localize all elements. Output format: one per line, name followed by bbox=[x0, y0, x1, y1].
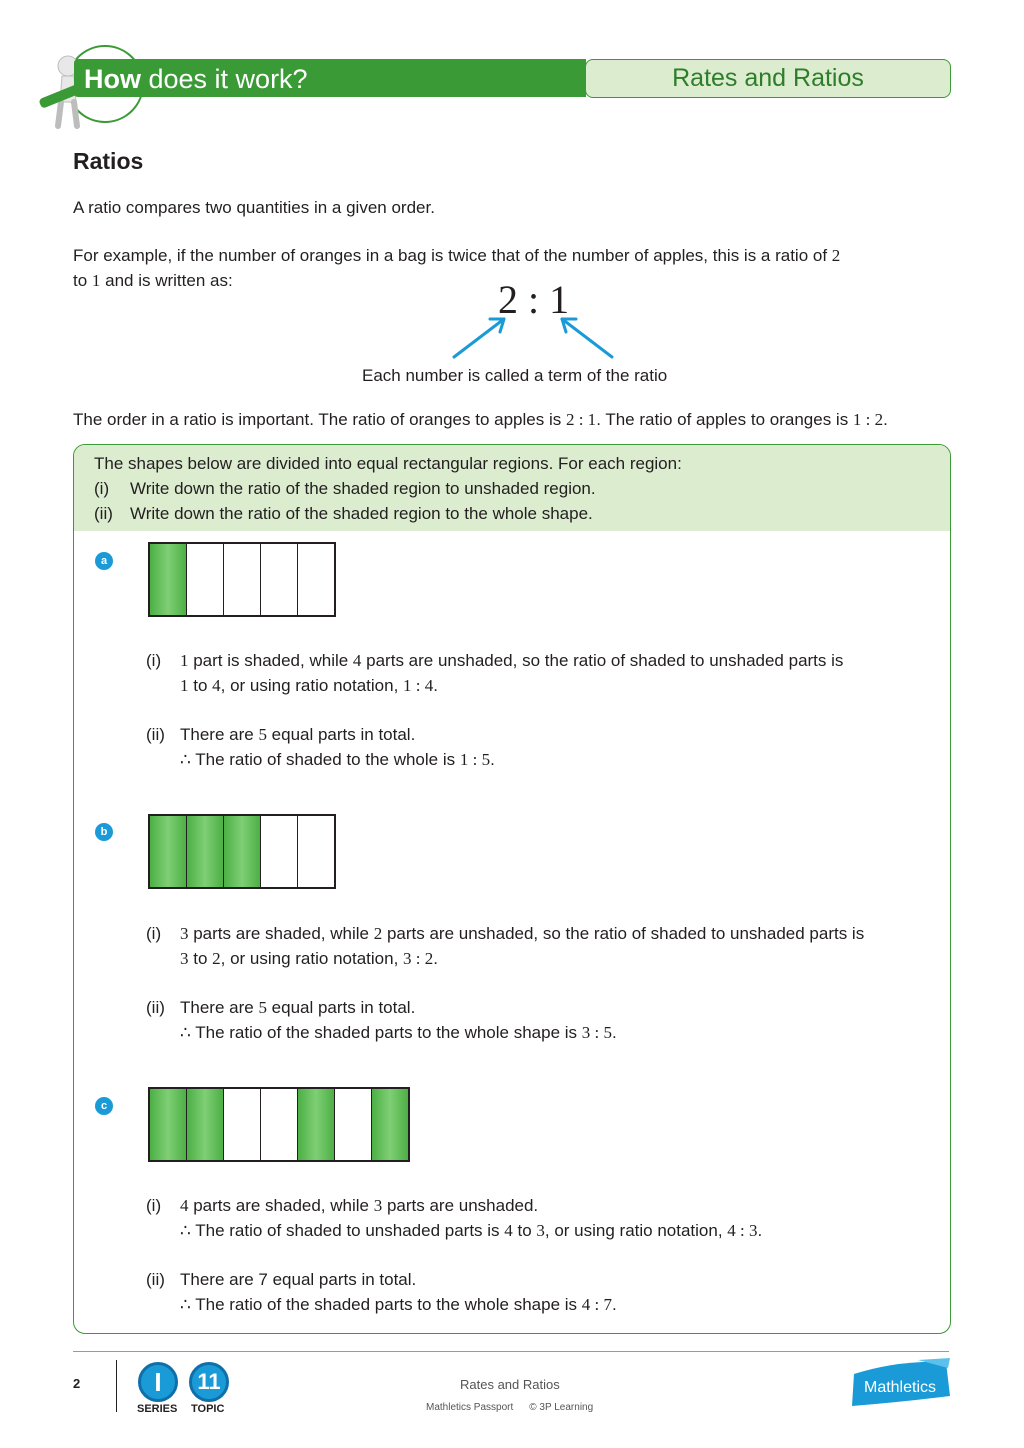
example-b-answer-i-line2: 3 to 2, or using ratio notation, 3 : 2. bbox=[180, 949, 438, 968]
example-b-badge: b bbox=[95, 823, 113, 841]
instruction-ii: (ii) Write down the ratio of the shaded region to the whole shape. bbox=[94, 504, 593, 523]
example-c-answer-i-line1: (i) 4 parts are shaded, while 3 parts are unshaded. bbox=[146, 1196, 539, 1215]
unshaded-region bbox=[298, 816, 334, 887]
unshaded-region bbox=[335, 1089, 372, 1160]
shaded-region bbox=[372, 1089, 408, 1160]
footer-vertical-divider bbox=[116, 1360, 117, 1412]
term-arrows-icon bbox=[440, 305, 630, 367]
unshaded-region bbox=[261, 544, 298, 615]
example-a-answer-ii-line2: ∴ The ratio of shaded to the whole is 1 : 5. bbox=[180, 750, 495, 769]
topic-title: Rates and Ratios bbox=[585, 59, 951, 98]
example-c-answer-ii-line2: ∴ The ratio of the shaded parts to the whole shape is 4 : 7. bbox=[180, 1295, 617, 1314]
unshaded-region bbox=[224, 1089, 261, 1160]
example-c-badge: c bbox=[95, 1097, 113, 1115]
topic-caption: TOPIC bbox=[191, 1403, 225, 1415]
example-a-answer-i-line2: 1 to 4, or using ratio notation, 1 : 4. bbox=[180, 676, 438, 695]
instruction-intro: The shapes below are divided into equal rectangular regions. For each region: bbox=[94, 454, 682, 473]
example-text-line1: For example, if the number of oranges in a bag is twice that of the number of apples, this is a ratio of 2 bbox=[73, 246, 841, 265]
footer-publication: Mathletics Passport © 3P Learning bbox=[426, 1402, 594, 1413]
footer-divider-line bbox=[73, 1351, 949, 1352]
shaded-region bbox=[187, 816, 224, 887]
shape-a bbox=[148, 542, 336, 617]
ratio-display: 2 : 1 bbox=[498, 277, 570, 322]
section-title: Ratios bbox=[73, 148, 144, 174]
shaded-region bbox=[150, 544, 187, 615]
instruction-i: (i) Write down the ratio of the shaded region to unshaded region. bbox=[94, 479, 596, 498]
example-b-answer-ii-line1: (ii) There are 5 equal parts in total. bbox=[146, 998, 416, 1017]
mathletics-logo-icon bbox=[848, 1356, 952, 1412]
example-text-line2: to 1 and is written as: bbox=[73, 271, 233, 290]
page-number: 2 bbox=[73, 1376, 81, 1391]
example-a-answer-i-line1: (i) 1 part is shaded, while 4 parts are unshaded, so the ratio of shaded to unshaded parts is bbox=[146, 651, 844, 670]
example-a-answer-ii-line1: (ii) There are 5 equal parts in total. bbox=[146, 725, 416, 744]
logo-text: Mathletics bbox=[863, 1379, 937, 1396]
unshaded-region bbox=[298, 544, 334, 615]
example-c-answer-i-line2: ∴ The ratio of shaded to unshaded parts is 4 to 3, or using ratio notation, 4 : 3. bbox=[180, 1221, 763, 1240]
footer-topic-name: Rates and Ratios bbox=[460, 1377, 560, 1392]
example-c-answer-ii-line1: (ii) There are 7 equal parts in total. bbox=[146, 1270, 417, 1289]
unshaded-region bbox=[261, 1089, 298, 1160]
definition-text: A ratio compares two quantities in a given order. bbox=[73, 198, 435, 217]
series-caption: SERIES bbox=[137, 1403, 178, 1415]
shape-c bbox=[148, 1087, 410, 1162]
instructions-box bbox=[74, 445, 950, 531]
example-b-answer-ii-line2: ∴ The ratio of the shaded parts to the whole shape is 3 : 5. bbox=[180, 1023, 617, 1042]
shaded-region bbox=[224, 816, 261, 887]
how-title: How does it work? bbox=[84, 64, 308, 94]
unshaded-region bbox=[224, 544, 261, 615]
order-text: The order in a ratio is important. The ratio of oranges to apples is 2 : 1. The ratio of apples to oranges is 1 : 2. bbox=[73, 410, 888, 429]
page-header bbox=[0, 0, 1024, 140]
shape-b bbox=[148, 814, 336, 889]
shaded-region bbox=[150, 1089, 187, 1160]
shaded-region bbox=[298, 1089, 335, 1160]
shaded-region bbox=[150, 816, 187, 887]
unshaded-region bbox=[187, 544, 224, 615]
term-caption: Each number is called a term of the ratio bbox=[362, 366, 668, 385]
example-b-answer-i-line1: (i) 3 parts are shaded, while 2 parts are unshaded, so the ratio of shaded to unshaded parts is bbox=[146, 924, 865, 943]
shaded-region bbox=[187, 1089, 224, 1160]
unshaded-region bbox=[261, 816, 298, 887]
topic-badge: 11 bbox=[189, 1362, 229, 1402]
example-a-badge: a bbox=[95, 552, 113, 570]
series-badge: I bbox=[138, 1362, 178, 1402]
